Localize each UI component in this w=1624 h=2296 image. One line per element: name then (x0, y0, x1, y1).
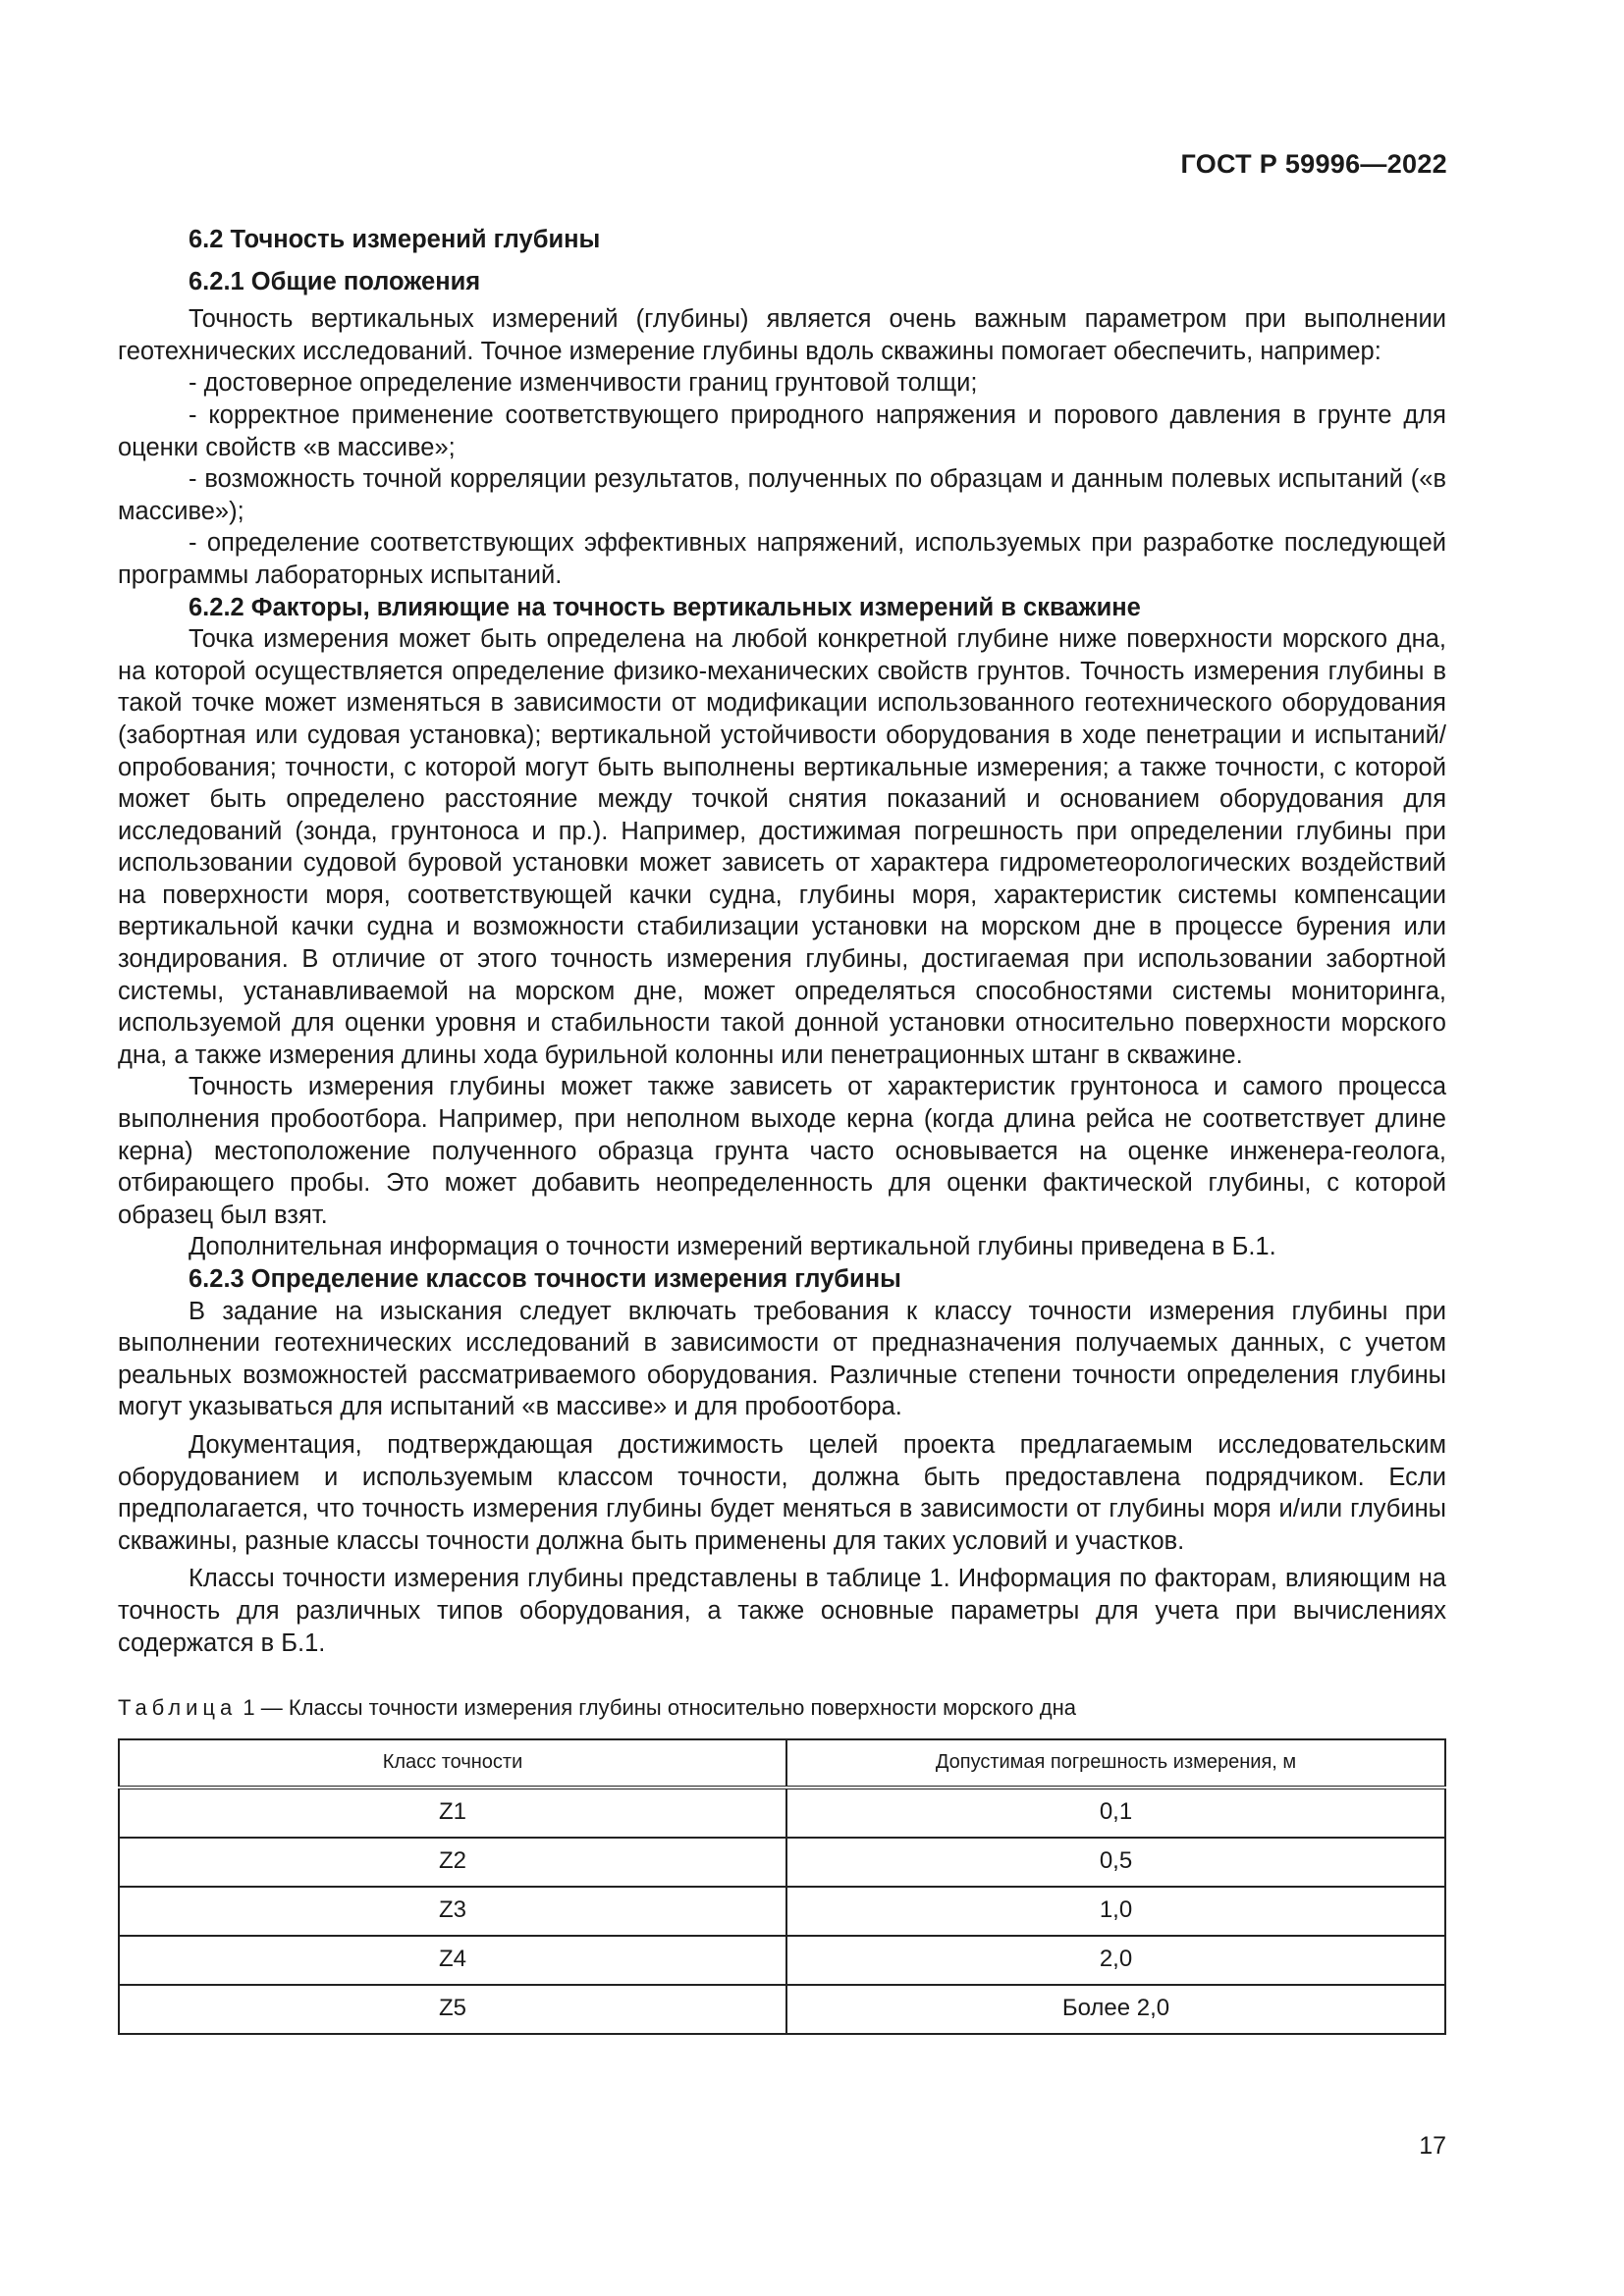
list-item: - возможность точной корреляции результатов, полученных по образцам и данным полевых испытаний («в массиве»); (118, 465, 1446, 525)
class-cell: Z5 (119, 1985, 786, 2034)
table-caption (118, 1692, 1446, 1725)
section-6-2-2-paragraph-2: Точность измерения глубины может также зависеть от характеристик грунтоноса и самого процесса выполнения пробоотбора. Например, при неполном выходе керна (когда длина рейса не соответствует длине керна) местоположение полученного образца грунта часто основывается на оценке инженера-геолога, отбирающего пробы. Это может добавить неопределенность для оценки фактической глубины, с которой образец был взят. (118, 1073, 1446, 1229)
section-6-2-3-paragraph-1: В задание на изыскания следует включать требования к классу точности измерения глубины при выполнении геотехнических исследований в зависимости от предназначения получаемых данных, с учетом реальных возможностей рассматриваемого оборудования. Различные степени точности определения глубины могут указываться для испытаний «в массиве» и для пробоотбора. (118, 1297, 1446, 1421)
document-id-header: ГОСТ Р 59996—2022 (1180, 149, 1447, 179)
table-caption-text: 1 — Классы точности измерения глубины относительно поверхности морского дна (243, 1695, 1076, 1721)
column-header-tolerance: Допустимая погрешность измерения, м (786, 1739, 1445, 1788)
tolerance-cell: 1,0 (786, 1887, 1445, 1936)
tolerance-cell: 0,5 (786, 1838, 1445, 1887)
table-row (119, 1985, 1445, 2034)
section-6-2-1-title: 6.2.1 Общие положения (189, 267, 481, 295)
list-item: - определение соответствующих эффективных напряжений, используемых при разработке последующей программы лабораторных испытаний. (118, 529, 1446, 589)
table-row (119, 1936, 1445, 1985)
section-6-2-3-title: 6.2.3 Определение классов точности измерения глубины (189, 1265, 901, 1293)
requirements-list (118, 367, 1446, 591)
list-item: - корректное применение соответствующего природного напряжения и порового давления в грунте для оценки свойств «в массиве»; (118, 400, 1446, 461)
tolerance-cell: Более 2,0 (786, 1985, 1445, 2034)
section-6-2-3-paragraph-2: Документация, подтверждающая достижимость целей проекта предлагаемым исследовательским оборудованием и используемым классом точности, должна быть предоставлена подрядчиком. Если предполагается, что точность измерения глубины будет меняться в зависимости от глубины моря и/или глубины скважины, разные классы точности должна быть применены для таких условий и участков. (118, 1430, 1446, 1555)
section-6-2-3-paragraph-3: Классы точности измерения глубины представлены в таблице 1. Информация по факторам, влияющим на точность для различных типов оборудования, а также основные параметры для учета при вычислениях содержатся в Б.1. (118, 1565, 1446, 1657)
table-row (119, 1838, 1445, 1887)
table-row (119, 1887, 1445, 1936)
class-cell: Z4 (119, 1936, 786, 1985)
table-caption-label: Таблица (118, 1695, 238, 1721)
section-6-2-title: 6.2 Точность измерений глубины (189, 226, 601, 253)
table-row (119, 1788, 1445, 1838)
section-6-2-2-paragraph-3: Дополнительная информация о точности измерений вертикальной глубины приведена в Б.1. (189, 1233, 1276, 1261)
tolerance-cell: 2,0 (786, 1936, 1445, 1985)
page-content (118, 224, 1446, 2035)
tolerance-cell: 0,1 (786, 1788, 1445, 1838)
page-number: 17 (1419, 2132, 1446, 2160)
list-item: - достоверное определение изменчивости границ грунтовой толщи; (189, 369, 978, 398)
section-6-2-2-paragraph-1: Точка измерения может быть определена на любой конкретной глубине ниже поверхности морского дна, на которой осуществляется определение физико-механических свойств грунтов. Точность измерения глубины в такой точке может изменяться в зависимости от модификации использованного геотехнического оборудования (забортная или судовая установка); вертикальной устойчивости оборудования в ходе пенетрации и испытаний/опробования; точности, с которой могут быть выполнены вертикальные измерения; а также точности, с которой может быть определено расстояние между точкой снятия показаний и основанием оборудования для исследований (зонда, грунтоноса и пр.). Например, достижимая погрешность при определении глубины при использовании судовой буровой установки может зависеть от характера гидрометеорологических воздействий на поверхности моря, соответствующей качки судна, глубины моря, характеристик системы компенсации вертикальной качки судна и возможности стабилизации установки на морском дне в процессе бурения или зондирования. В отличие от этого точность измерения глубины, достигаемая при использовании забортной системы, устанавливаемой на морском дне, может определяться способностями системы мониторинга, используемой для оценки уровня и стабильности такой донной установки относительно поверхности морского дна, а также измерения длины хода бурильной колонны или пенетрационных штанг в скважине. (118, 625, 1446, 1069)
section-6-2-1-intro: Точность вертикальных измерений (глубины) является очень важным параметром при выполнении геотехнических исследований. Точное измерение глубины вдоль скважины помогает обеспечить, например: (118, 305, 1446, 365)
class-cell: Z3 (119, 1887, 786, 1936)
accuracy-classes-table (118, 1738, 1446, 2035)
class-cell: Z2 (119, 1838, 786, 1887)
table-header-row (119, 1739, 1445, 1788)
class-cell: Z1 (119, 1788, 786, 1838)
section-6-2-2-title: 6.2.2 Факторы, влияющие на точность вертикальных измерений в скважине (189, 593, 1141, 621)
column-header-class: Класс точности (119, 1739, 786, 1788)
